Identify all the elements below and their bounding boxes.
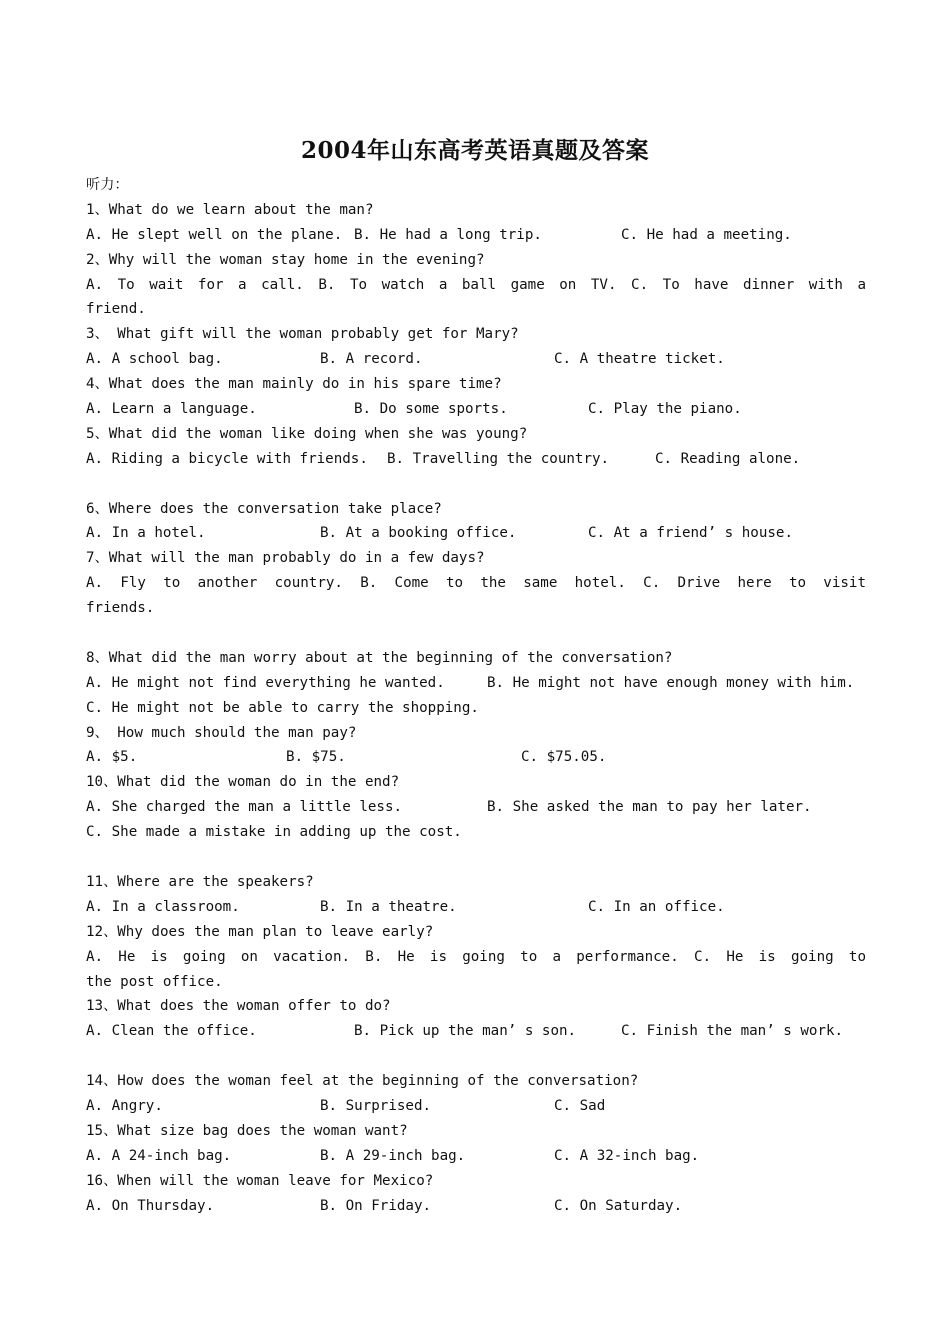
text-line: 1、What do we learn about the man? [86, 201, 374, 218]
answer-option: C. At a friend’ s house. [588, 525, 793, 542]
answer-option: A. $5. [86, 749, 138, 766]
blank-line [86, 621, 866, 646]
answer-option: A. He slept well on the plane. [86, 226, 343, 243]
answer-option: B. To watch a ball game on TV. [318, 276, 617, 293]
answer-option: A. On Thursday. [86, 1197, 215, 1214]
answer-option: B. Do some sports. [354, 401, 508, 418]
options-line [86, 895, 866, 920]
options-line [86, 1194, 866, 1219]
answer-option: B. In a theatre. [320, 898, 457, 915]
answer-option: C. [693, 948, 712, 965]
section-heading: 听力： [86, 177, 129, 193]
answer-option: B. A 29-inch bag. [320, 1147, 466, 1164]
text-line: 11、Where are the speakers? [86, 873, 314, 890]
answer-option: A. Learn a language. [86, 401, 257, 418]
text-line: C. She made a mistake in adding up the cost. [86, 824, 462, 841]
answer-option: with [808, 276, 843, 293]
text-line: 6、Where does the conversation take place? [86, 500, 442, 517]
answer-option: visit [823, 575, 867, 592]
answer-option: B. Come to the same hotel. [360, 575, 626, 592]
answer-option: C. On Saturday. [554, 1197, 683, 1214]
answer-option: B. He might not have enough money with him. [487, 674, 855, 691]
answer-option: B. She asked the man to pay her later. [487, 799, 812, 816]
answer-option: A. Clean the office. [86, 1023, 257, 1040]
options-line [86, 521, 866, 546]
text-line: 8、What did the man worry about at the beginning of the conversation? [86, 649, 673, 666]
answer-option: B. $75. [286, 749, 346, 766]
answer-option: B. Travelling the country. [387, 450, 610, 467]
answer-option: A. Angry. [86, 1097, 163, 1114]
answer-option: A. A 24-inch bag. [86, 1147, 232, 1164]
answer-option: A. In a hotel. [86, 525, 206, 542]
answer-option: C. He had a meeting. [621, 226, 792, 243]
answer-option: have [694, 276, 729, 293]
answer-option: to [848, 948, 867, 965]
answer-option: B. A record. [320, 351, 423, 368]
answer-option: A. In a classroom. [86, 898, 240, 915]
page-title: 2004年山东高考英语真题及答案 [300, 137, 649, 164]
answer-option: Drive [677, 575, 721, 592]
answer-option: C. A 32-inch bag. [554, 1147, 700, 1164]
text-line: C. He might not be able to carry the shopping. [86, 699, 479, 716]
answer-option: C. [631, 276, 649, 293]
text-line: 15、What size bag does the woman want? [86, 1122, 408, 1139]
answer-option: dinner [743, 276, 795, 293]
answer-option: C. [643, 575, 661, 592]
answer-option: a [857, 276, 867, 293]
answer-option: C. Play the piano. [588, 401, 742, 418]
answer-option: B. On Friday. [320, 1197, 432, 1214]
answer-option: He [726, 948, 744, 965]
answer-option: C. $75.05. [521, 749, 607, 766]
text-line: 4、What does the man mainly do in his spare time? [86, 376, 502, 393]
blank-line [86, 845, 866, 870]
answer-option: is [758, 948, 776, 965]
options-line [86, 1019, 866, 1044]
options-line [86, 397, 866, 422]
blank-line [86, 1044, 866, 1069]
answer-option: C. Sad [554, 1097, 606, 1114]
options-line [86, 1094, 866, 1119]
document-body [86, 173, 866, 1218]
options-line [86, 447, 866, 472]
answer-option: A. Riding a bicycle with friends. [86, 450, 368, 467]
answer-option: B. He had a long trip. [354, 226, 542, 243]
text-line: 13、What does the woman offer to do? [86, 998, 391, 1015]
answer-option: To [662, 276, 680, 293]
answer-option: B. Pick up the man’ s son. [354, 1023, 577, 1040]
answer-option: C. A theatre ticket. [554, 351, 725, 368]
answer-option: C. In an office. [588, 898, 725, 915]
text-line: 12、Why does the man plan to leave early? [86, 923, 434, 940]
answer-option: A. A school bag. [86, 351, 223, 368]
text-line: 2、Why will the woman stay home in the evening? [86, 251, 485, 268]
answer-option: A. Fly to another country. [86, 575, 343, 592]
answer-option: B. Surprised. [320, 1097, 432, 1114]
answer-option: C. Finish the man’ s work. [621, 1023, 844, 1040]
text-line: friends. [86, 600, 155, 617]
blank-line [86, 472, 866, 497]
answer-option: to [788, 575, 807, 592]
options-line [86, 273, 866, 298]
text-line: 9、 How much should the man pay? [86, 724, 357, 741]
text-line: 3、 What gift will the woman probably get for Mary? [86, 326, 519, 343]
answer-option: A. To wait for a call. [86, 276, 304, 293]
answer-option: A. He might not find everything he wanted. [86, 674, 445, 691]
text-line: 16、When will the woman leave for Mexico? [86, 1172, 434, 1189]
options-line [86, 745, 866, 770]
answer-option: A. She charged the man a little less. [86, 799, 403, 816]
answer-option: here [737, 575, 772, 592]
options-line [86, 945, 866, 970]
answer-option: A. He is going on vacation. [86, 948, 351, 965]
text-line: the post office. [86, 973, 223, 990]
text-line: 5、What did the woman like doing when she was young? [86, 425, 528, 442]
text-line: friend. [86, 301, 146, 318]
answer-option: B. At a booking office. [320, 525, 517, 542]
options-line [86, 347, 866, 372]
answer-option: going [790, 948, 834, 965]
options-line [86, 795, 866, 820]
options-line [86, 671, 866, 696]
text-line: 14、How does the woman feel at the beginning of the conversation? [86, 1073, 639, 1090]
answer-option: C. Reading alone. [655, 450, 801, 467]
options-line [86, 571, 866, 596]
options-line [86, 223, 866, 248]
text-line: 10、What did the woman do in the end? [86, 774, 400, 791]
answer-option: B. He is going to a performance. [365, 948, 679, 965]
text-line: 7、What will the man probably do in a few days? [86, 550, 485, 567]
options-line [86, 1144, 866, 1169]
